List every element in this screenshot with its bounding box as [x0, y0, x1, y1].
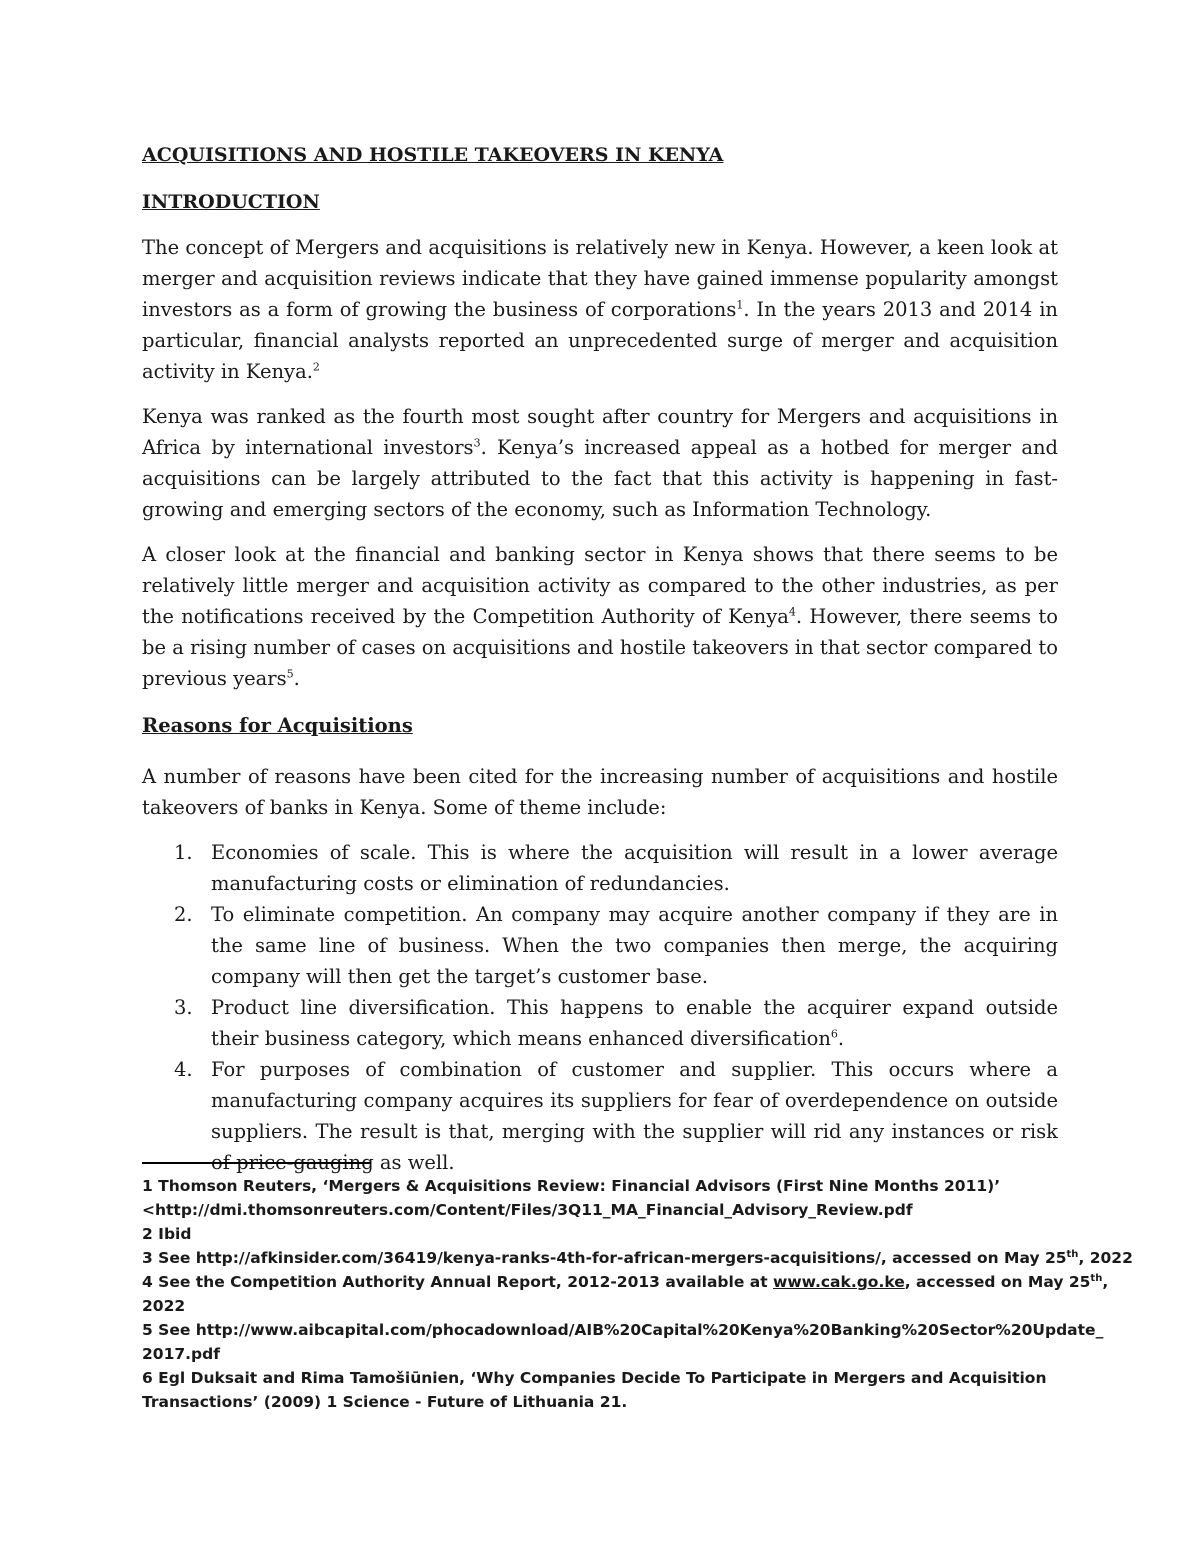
reasons-list [142, 837, 1058, 1178]
footnote-4: 4 See the Competition Authority Annual Report, 2012-2013 available at www.cak.go.ke, accessed on May 25th, [142, 1272, 1109, 1291]
footnote-5-cont: 2017.pdf [142, 1345, 220, 1363]
footnote-1-url: <http://dmi.thomsonreuters.com/Content/Files/3Q11_MA_Financial_Advisory_Review.pdf [142, 1201, 913, 1219]
footnote-5: 5 See http://www.aibcapital.com/phocadownload/AIB%20Capital%20Kenya%20Banking%20Sector%20Update_ [142, 1321, 1104, 1339]
introduction-heading: INTRODUCTION [142, 191, 320, 213]
footnote-ref-5: 5 [286, 667, 294, 681]
footnote-2: 2 Ibid [142, 1225, 192, 1243]
paragraph-1: The concept of Mergers and acquisitions is relatively new in Kenya. However, a keen look at merger and acquisition reviews indicate that they have gained immense popularity amongst investors as a form of growing the business of corporations$^1$. In the years 2013 and 2014 in particular, financial analysts reported an unprecedented surge of merger and acquisition activity in Kenya.$^2$ [142, 236, 1058, 383]
paragraph-2: Kenya was ranked as the fourth most sought after country for Mergers and acquisitions in Africa by international investors$^3$. Kenya’s increased appeal as a hotbed for merger and acquisitions can be largely attributed to the fact that this activity is happening in fast-growing and emerging sectors of the economy, such as Information Technology. [142, 405, 1058, 521]
footnote-6: 6 Egl Duksait and Rima Tamošiūnien, ‘Why Companies Decide To Participate in Mergers and Acquisition [142, 1369, 1047, 1387]
document-body [142, 140, 1058, 1178]
paragraph-4: A number of reasons have been cited for the increasing number of acquisitions and hostile takeovers of banks in Kenya. Some of theme include: [142, 765, 1058, 819]
footnote-3: 3 See http://afkinsider.com/36419/kenya-ranks-4th-for-african-mergers-acquisitions/, accessed on May 25th, 2022 [142, 1248, 1133, 1267]
footnote-ref-1: 1 [736, 298, 744, 312]
reasons-heading: Reasons for Acquisitions [142, 714, 413, 737]
footnote-ref-4: 4 [788, 605, 796, 619]
list-item: 4. For purposes of combination of customer and supplier. This occurs where a manufacturing company acquires its suppliers for fear of overdependence on outside suppliers. The result is that, merging with the supplier will rid any instances or risk of price-gauging as well. [174, 1058, 1058, 1174]
footnote-ref-2: 2 [312, 360, 320, 374]
footnote-ref-3: 3 [473, 436, 481, 450]
paragraph-3: A closer look at the financial and banking sector in Kenya shows that there seems to be relatively little merger and acquisition activity as compared to the other industries, as per the notifications received by the Competition Authority of Kenya$^4$. However, there seems to be a rising number of cases on acquisitions and hostile takeovers in that sector compared to previous years$^5$. [142, 543, 1058, 690]
document-title: ACQUISITIONS AND HOSTILE TAKEOVERS IN KENYA [142, 144, 724, 166]
footnote-1: 1 Thomson Reuters, ‘Mergers & Acquisitions Review: Financial Advisors (First Nine Months 2011)’ [142, 1177, 1001, 1195]
footnotes [142, 1162, 1133, 1414]
footnote-ref-6: 6 [830, 1027, 838, 1041]
footnote-4-year: 2022 [142, 1297, 186, 1315]
list-item: 3. Product line diversification. This happens to enable the acquirer expand outside their business category, which means enhanced diversification$^6$. [174, 996, 1058, 1050]
footnote-6-cont: Transactions’ (2009) 1 Science - Future of Lithuania 21. [142, 1393, 628, 1411]
cak-link[interactable]: www.cak.go.ke [773, 1273, 905, 1291]
list-item: 1. Economies of scale. This is where the acquisition will result in a lower average manufacturing costs or elimination of redundancies. [174, 841, 1058, 895]
footnote-separator [142, 1162, 371, 1164]
list-item: 2. To eliminate competition. An company may acquire another company if they are in the same line of business. When the two companies then merge, the acquiring company will then get the target’s customer base. [174, 903, 1058, 988]
